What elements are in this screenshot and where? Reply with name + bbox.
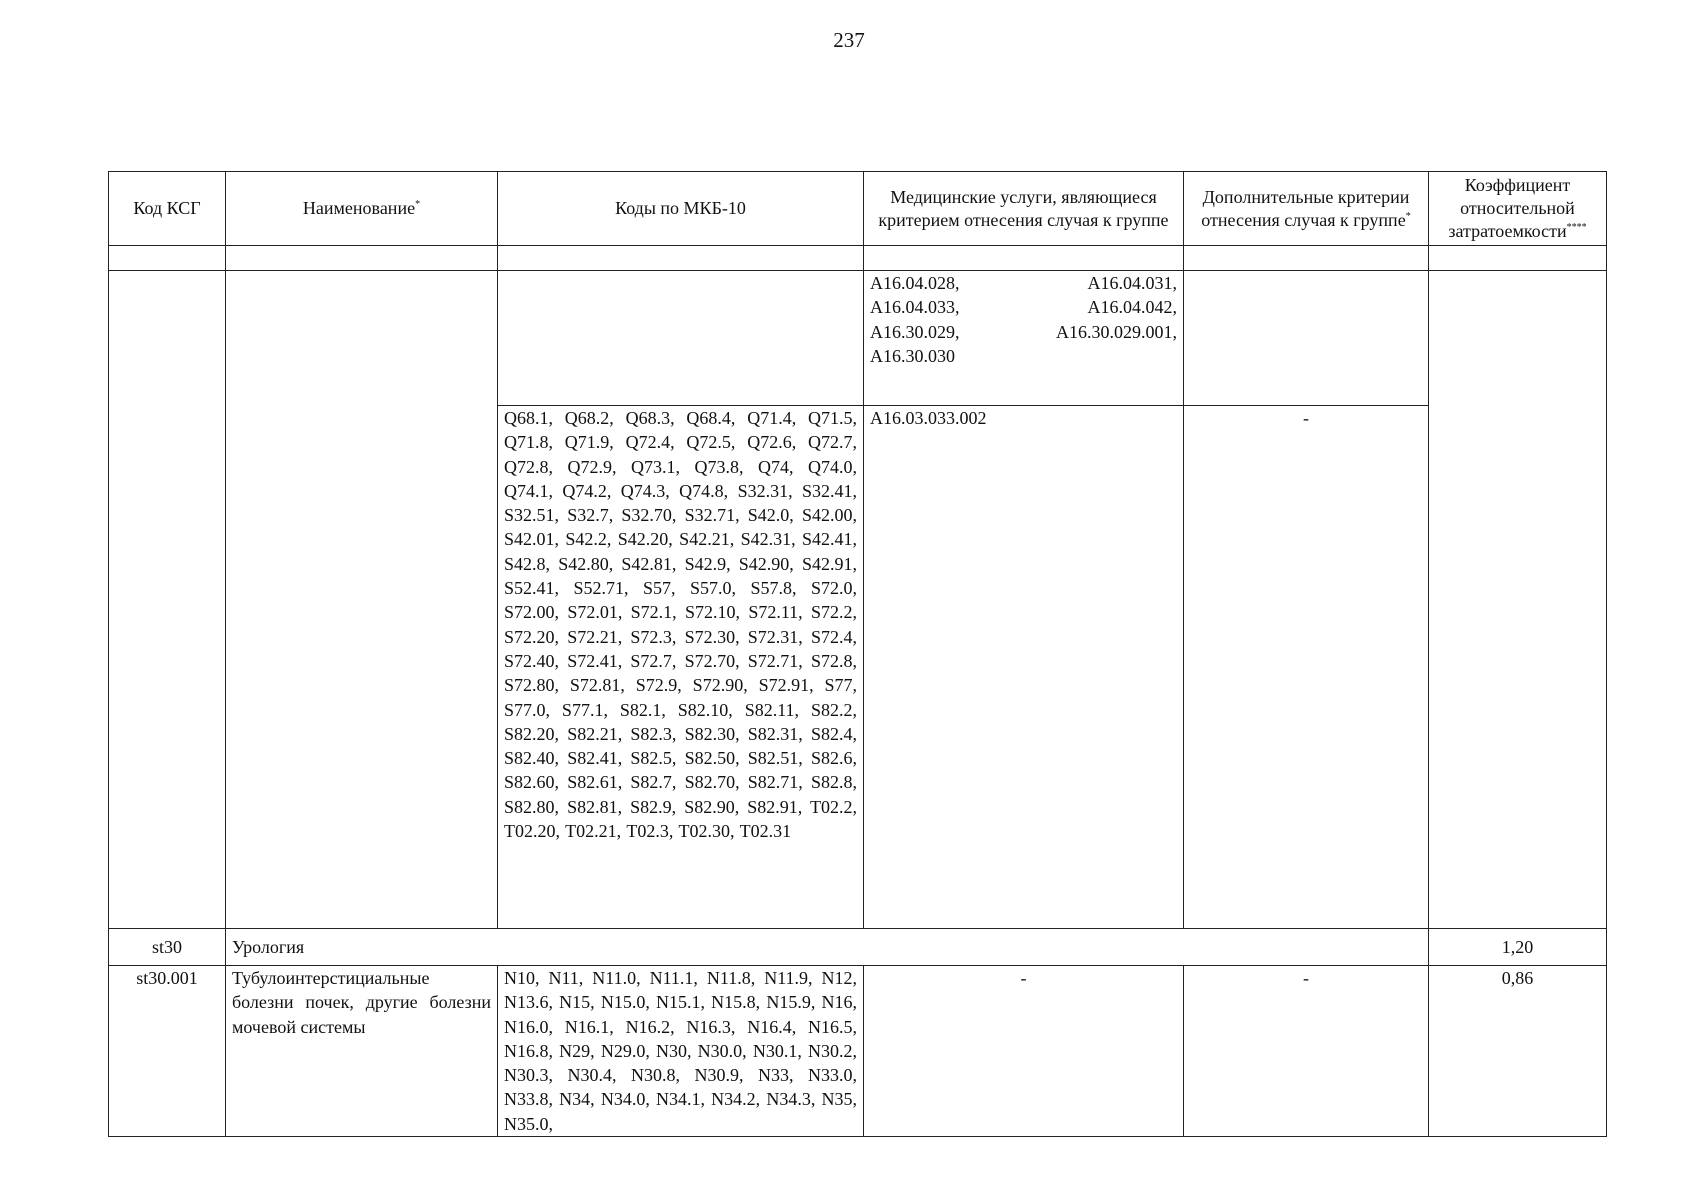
header-coef: Коэффициент относительной затратоемкости**** <box>1429 172 1607 246</box>
cell-name: Тубулоинтерстициальные болезни почек, другие болезни мочевой системы <box>226 966 498 1137</box>
cell-mkb-codes: N10, N11, N11.0, N11.1, N11.8, N11.9, N12, N13.6, N15, N15.0, N15.1, N15.8, N15.9, N16, N16.0, N16.1, N16.2, N16.3, N16.4, N16.5, N16.8, N29, N29.0, N30, N30.0, N30.1, N30.2, N30.3, N30.4, N30.8, N30.9, N33, N33.0, N33.8, N34, N34.0, N34.1, N34.2, N34.3, N35, N35.0, <box>498 966 864 1137</box>
cell-mkb-codes: Q68.1, Q68.2, Q68.3, Q68.4, Q71.4, Q71.5, Q71.8, Q71.9, Q72.4, Q72.5, Q72.6, Q72.7, Q72.8, Q72.9, Q73.1, Q73.8, Q74, Q74.0, Q74.1, Q74.2, Q74.3, Q74.8, S32.31, S32.41, S32.51, S32.7, S32.70, S32.71, S42.0, S42.00, S42.01, S42.2, S42.20, S42.21, S42.31, S42.41, S42.8, S42.80, S42.81, S42.9, S42.90, S42.91, S52.41, S52.71, S57, S57.0, S57.8, S72.0, S72.00, S72.01, S72.1, S72.10, S72.11, S72.2, S72.20, S72.21, S72.3, S72.30, S72.31, S72.4, S72.40, S72.41, S72.7, S72.70, S72.71, S72.8, S72.80, S72.81, S72.9, S72.90, S72.91, S77, S77.0, S77.1, S82.1, S82.10, S82.11, S82.2, S82.20, S82.21, S82.3, S82.30, S82.31, S82.4, S82.40, S82.41, S82.5, S82.50, S82.51, S82.6, S82.60, S82.61, S82.7, S82.70, S82.71, S82.8, S82.80, S82.81, S82.9, S82.90, S82.91, T02.2, T02.20, T02.21, T02.3, T02.30, T02.31 <box>498 406 864 929</box>
header-services: Медицинские услуги, являющиеся критерием отнесения случая к группе <box>864 172 1184 246</box>
cell-services: - <box>864 966 1184 1137</box>
table-row <box>109 966 1607 1137</box>
cell-services: A16.03.033.002 <box>864 406 1184 929</box>
cell-section-name: Урология <box>226 929 1429 966</box>
cell-coef-empty <box>1429 271 1607 929</box>
header-mkb: Коды по МКБ-10 <box>498 172 864 246</box>
cell-mkb-empty <box>498 271 864 406</box>
service-line: A16.30.029, A16.30.029.001, <box>870 321 1177 342</box>
cell-coef: 0,86 <box>1429 966 1607 1137</box>
section-row <box>109 929 1607 966</box>
header-code: Код КСГ <box>109 172 226 246</box>
coef-footnote-mark: **** <box>1566 222 1587 233</box>
cell-criteria: - <box>1184 406 1429 929</box>
cell-services-list <box>864 271 1184 406</box>
service-line: A16.04.028, A16.04.031, <box>870 273 1177 293</box>
service-line: A16.04.033, A16.04.042, <box>870 297 1177 318</box>
cell-criteria: - <box>1184 966 1429 1137</box>
ksg-table <box>108 171 1607 1137</box>
cell-code: st30.001 <box>109 966 226 1137</box>
header-name: Наименование* <box>226 172 498 246</box>
cell-code-empty <box>109 271 226 929</box>
cell-section-coef: 1,20 <box>1429 929 1607 966</box>
page-number: 237 <box>833 28 865 52</box>
criteria-footnote-mark: * <box>1405 210 1411 222</box>
table-header-row <box>109 172 1607 246</box>
cell-criteria-empty <box>1184 271 1429 406</box>
service-line: A16.30.030 <box>870 345 955 366</box>
name-footnote-mark: * <box>415 199 421 210</box>
table-number-row <box>109 246 1607 271</box>
table-row <box>109 271 1607 406</box>
header-criteria: Дополнительные критерии отнесения случая к группе* <box>1184 172 1429 246</box>
cell-name-empty <box>226 271 498 929</box>
cell-section-code: st30 <box>109 929 226 966</box>
